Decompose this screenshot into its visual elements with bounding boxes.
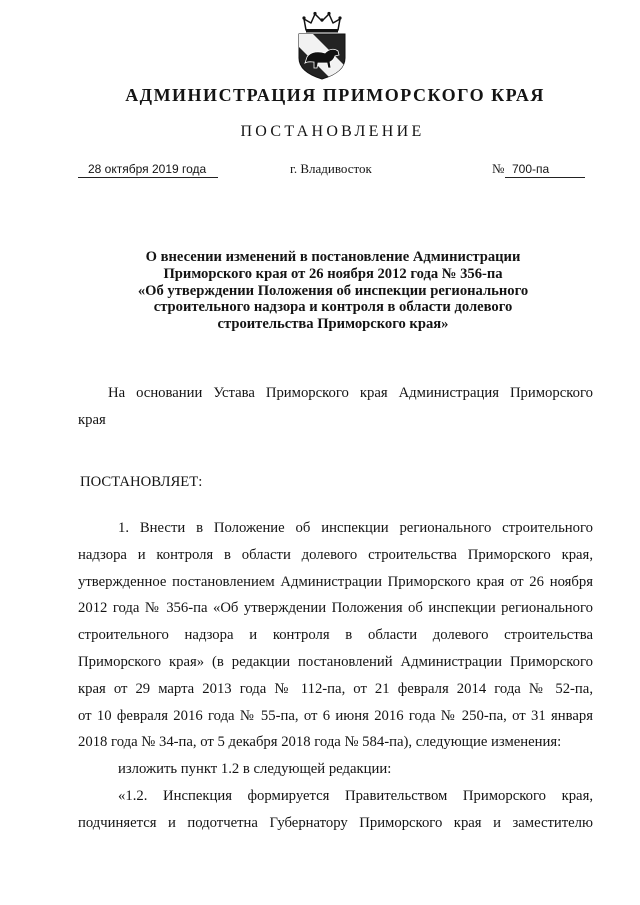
document-number-field <box>505 161 585 178</box>
title-line: строительства Приморского края» <box>217 316 449 333</box>
organization-title: АДМИНИСТРАЦИЯ ПРИМОРСКОГО КРАЯ <box>125 85 545 105</box>
item-1-section <box>78 515 593 837</box>
paragraph-line: 1. Внести в Положение об инспекции регионального строительного <box>118 520 593 536</box>
paragraph-line: края <box>78 411 106 428</box>
document-title <box>113 249 553 333</box>
paragraph-line: 2018 года № 34-па, от 5 декабря 2018 года № 584-па), следующие изменения: <box>78 734 562 751</box>
paragraph-line: утвержденное постановлением Администрации Приморского края от 26 ноября <box>78 573 593 590</box>
document-date: 28 октября 2019 года <box>88 162 207 176</box>
paragraph-line: 2012 года № 356-па «Об утверждении Положения об инспекции регионального <box>78 600 593 617</box>
title-line: О внесении изменений в постановление Администрации <box>145 249 521 265</box>
title-line: «Об утверждении Положения об инспекции регионального <box>137 282 529 299</box>
paragraph-line: от 10 февраля 2016 года № 55-па, от 6 июня 2016 года № 250-па, от 31 января <box>78 707 593 724</box>
coat-of-arms-icon <box>294 10 350 80</box>
paragraph-line: надзора и контроля в области долевого строительства Приморского края, <box>78 546 593 563</box>
document-city: г. Владивосток <box>290 161 372 176</box>
item-1-paragraph <box>78 515 593 756</box>
paragraph-line: «1.2. Инспекция формируется Правительством Приморского края, <box>118 787 593 804</box>
document-date-field <box>78 161 218 178</box>
resolves-heading: ПОСТАНОВЛЯЕТ: <box>80 474 203 490</box>
paragraph-line: подчиняется и подотчетна Губернатору Приморского края и заместителю <box>78 814 593 831</box>
paragraph-line: Приморского края» (в редакции постановлений Администрации Приморского <box>78 653 593 670</box>
document-number: 700-па <box>512 162 550 176</box>
title-line: строительного надзора и контроля в области долевого <box>153 299 513 316</box>
quote-paragraph <box>78 783 593 837</box>
number-sign: № <box>492 161 505 176</box>
paragraph-line: строительного надзора и контроля в области долевого строительства <box>78 627 593 644</box>
paragraph-line: края от 29 марта 2013 года № 112-па, от 21 февраля 2014 года № 52-па, <box>78 680 593 697</box>
intro-paragraph <box>78 380 593 434</box>
title-line: Приморского края от 26 ноября 2012 года № 356-па <box>163 265 503 282</box>
document-type: ПОСТАНОВЛЕНИЕ <box>240 123 425 140</box>
crown-icon <box>302 12 341 33</box>
paragraph-line: На основании Устава Приморского края Администрация Приморского <box>108 385 593 401</box>
instruction-line: изложить пункт 1.2 в следующей редакции: <box>118 761 392 778</box>
